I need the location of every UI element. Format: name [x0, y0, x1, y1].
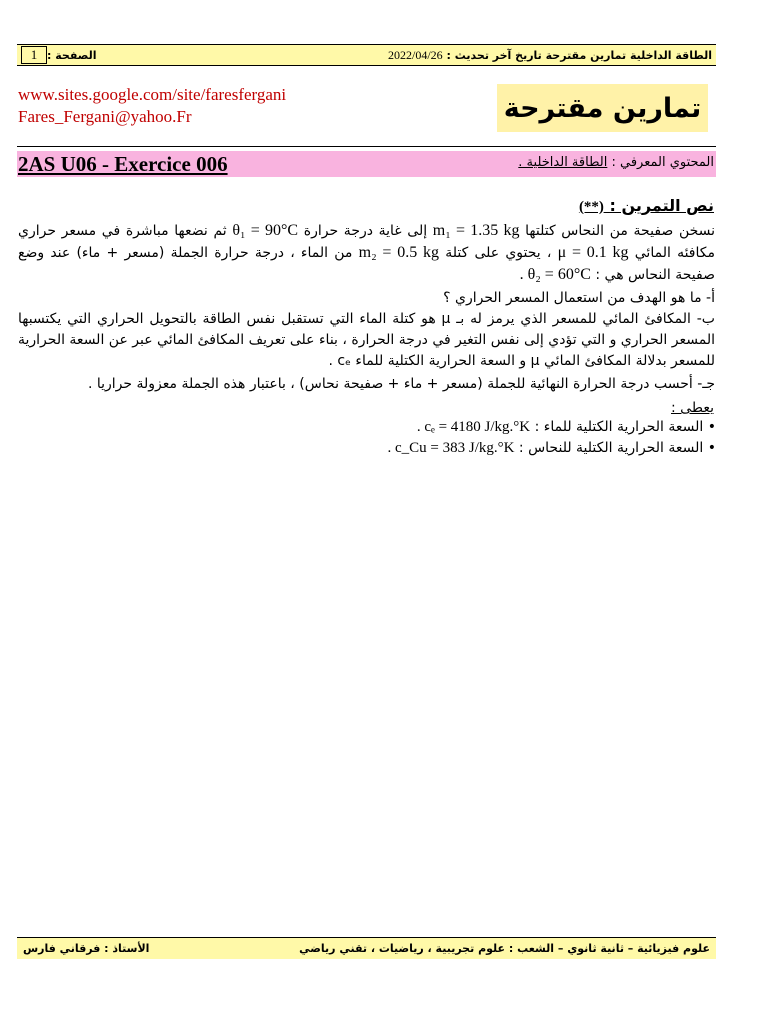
intro-text: من الماء ، درجة حرارة الجملة: [170, 245, 353, 261]
mass-m1: m₁ = 1.35 kg: [432, 222, 520, 239]
topic-label: المحتوي المعرفي :: [611, 155, 714, 170]
exercise-id: 2AS U06 - Exercice 006: [18, 152, 228, 176]
given-item: [417, 419, 716, 436]
page-number: 1: [21, 46, 47, 64]
given-item-label: • السعة الحرارية الكتلية للماء :: [534, 419, 716, 435]
page-title: تمارين مقترحة: [503, 92, 702, 124]
question-b: ب- المكافئ المائي للمسعر الذي يرمز له بـ μ هو كتلة الماء التي تستقبل نفس الطاقة بالتحويل الحراري التي يكتسبها المسعر الحراري و التي تؤدي إلى نفس التغير في درجة الحرارة ، بناء على تعريف المكافئ المائي عبر عن السعة الحرارية للمسعر بدلالة المكافئ المائي μ و السعة الحرارية الكتلية للماء cₑ .: [18, 311, 715, 369]
temp-theta1: θ₁ = 90°C: [232, 222, 299, 239]
given-item-value: c_Cu = 383 J/kg.°K .: [387, 440, 515, 456]
difficulty-stars: (**): [578, 199, 604, 215]
question-c: جـ- أحسب درجة الحرارة النهائية للجملة (مسعر + ماء + صفيحة نحاس) ، باعتبار هذه الجملة معزولة حراريا .: [87, 376, 715, 392]
given-label: يعطى :: [671, 400, 714, 416]
header-date: 2022/04/26: [388, 47, 443, 62]
topic-value: الطاقة الداخلية .: [518, 155, 608, 170]
title-box: [497, 84, 708, 132]
intro-text: ثم نضعها مباشرة في مسعر: [61, 223, 227, 239]
footer-teacher: الأستاذ : فرقاني فارس: [23, 942, 150, 955]
page-header: [17, 44, 716, 66]
author-email[interactable]: Fares_Fergani@yahoo.Fr: [18, 107, 192, 126]
temp-theta2: θ₂ = 60°C .: [519, 266, 591, 283]
intro-text: (مسعر + ماء) عند وضع صفيحة النحاس هي :: [18, 245, 715, 283]
page-label: الصفحة :: [47, 48, 97, 62]
page-footer: [17, 937, 716, 959]
given-item-value: cₑ = 4180 J/kg.°K .: [416, 419, 531, 435]
intro-text: ، يحتوي على كتلة: [445, 245, 552, 261]
author-contact: [18, 84, 286, 128]
site-url[interactable]: www.sites.google.com/site/faresfergani: [18, 85, 287, 104]
page-indicator: [17, 46, 96, 64]
water-equivalent-mu: μ = 0.1 kg: [557, 244, 629, 261]
intro-text: حراري مكافئه المائي: [18, 223, 715, 261]
statement-heading-label: نص التمرين :: [609, 196, 714, 215]
intro-paragraph: [18, 220, 715, 286]
given-item: [387, 440, 716, 457]
question-a: أ- ما هو الهدف من استعمال المسعر الحراري ؟: [443, 290, 715, 306]
topic-line: [518, 155, 714, 170]
intro-text: إلى غاية درجة حرارة: [303, 223, 428, 239]
header-info: [388, 48, 716, 63]
footer-subject: علوم فيزيائية – ثانية ثانوي – الشعب : علوم تجريبية ، رياضيات ، تقني رياضي: [299, 942, 710, 955]
given-item-label: • السعة الحرارية الكتلية للنحاس :: [518, 440, 716, 456]
intro-text: نسخن صفيحة من النحاس كتلتها: [525, 223, 716, 239]
header-doc-type: الطاقة الداخلية تمارين مقترحة تاريخ آخر تحديث :: [446, 48, 712, 62]
divider: [17, 146, 716, 147]
statement-heading: [579, 196, 714, 216]
mass-m2: m₂ = 0.5 kg: [358, 244, 439, 261]
